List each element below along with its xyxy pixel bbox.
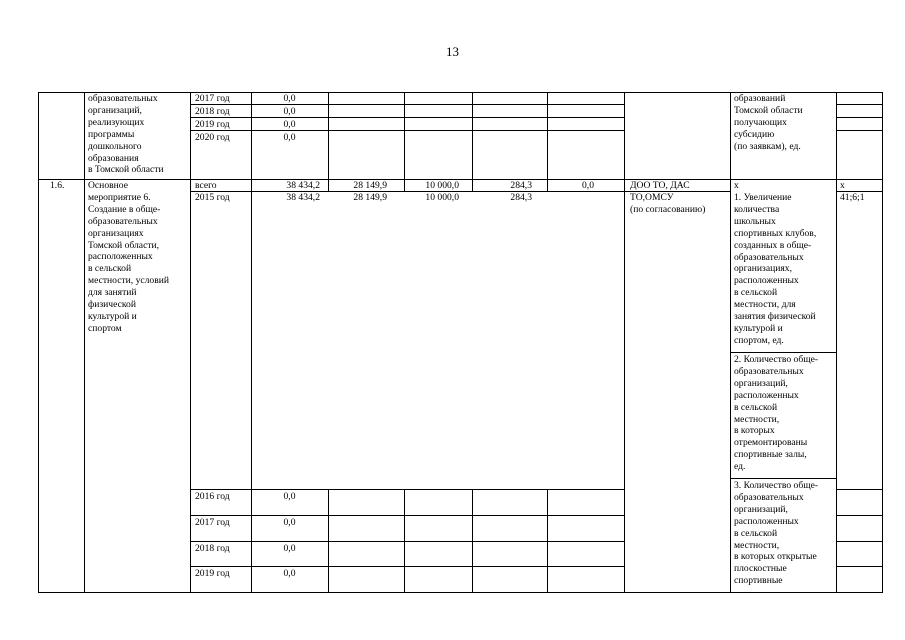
cell-text-line: школьных [734, 215, 776, 227]
cell-text-line: образовательных [734, 365, 804, 377]
cell-text-line: ТО,ОМСУ [630, 191, 674, 203]
page-number: 13 [446, 44, 459, 59]
cell-text-line: физической [88, 299, 136, 310]
cell-text-line: в сельской [734, 401, 778, 413]
year-label: 2018 год [195, 106, 230, 117]
cell-text-line: 3. Количество обще- [734, 480, 819, 491]
total-value: 38 434,2 [286, 180, 320, 191]
cell-text-line: Томской области [734, 104, 803, 116]
cell-text-line: отремонтированы [734, 437, 808, 449]
grid-line [836, 541, 883, 542]
year-label: 2019 год [195, 568, 230, 579]
cell-text-line: в сельской [734, 527, 778, 539]
total-value: 0,0 [283, 132, 296, 143]
year-label: 2018 год [195, 543, 230, 554]
year-label: 2017 год [195, 517, 230, 528]
total-value: 0,0 [283, 568, 296, 579]
cell-text-line: количества [734, 203, 780, 215]
cell-text-line: расположенных [88, 251, 153, 263]
cell-text-line: 1. Увеличение [734, 192, 792, 203]
cell-text-line: местности, [734, 539, 780, 551]
grid-line [882, 92, 883, 593]
year-label: всего [195, 180, 217, 191]
total-value: 0,0 [283, 93, 296, 104]
total-value: 0,0 [283, 106, 296, 117]
row-number: 1.6. [50, 180, 65, 191]
cell-text-line: спортивные [734, 575, 783, 587]
cell-text-line: образовательных [88, 93, 158, 104]
grid-line [472, 92, 473, 180]
cell-text-line: Основное [88, 180, 128, 191]
cell-text-line: культурой и [734, 322, 783, 334]
grid-line [190, 566, 625, 567]
cell-text-line: в Томской области [88, 164, 164, 176]
cell-text-line: организациях [88, 227, 144, 239]
total-value: 0,0 [283, 119, 296, 130]
cell-text-line: мероприятие 6. [88, 191, 151, 203]
federal-value: 28 149,9 [353, 180, 387, 191]
cell-text-line: плоскостные [734, 563, 787, 575]
regional-value: 10 000,0 [425, 192, 459, 203]
grid-line [730, 478, 837, 479]
cell-text-line: образовательных [734, 491, 804, 503]
cell-text-line: образовательных [734, 251, 804, 263]
cell-text-line: организаций, [88, 104, 142, 116]
grid-line [547, 92, 548, 180]
cell-text-line: дошкольного [88, 140, 142, 152]
cell-text-line: местности, для [734, 299, 796, 311]
indicator-target: х [840, 180, 845, 191]
cell-text-line: в которых открытые [734, 551, 817, 563]
grid-line [190, 541, 625, 542]
grid-line [730, 92, 731, 593]
regional-value: 10 000,0 [425, 180, 459, 191]
federal-value: 28 149,9 [353, 192, 387, 203]
cell-text-line: организаций, [734, 377, 788, 389]
grid-line [836, 130, 883, 131]
cell-text-line: созданных в обще- [734, 239, 812, 251]
cell-text-line: (по заявкам), ед. [734, 140, 801, 152]
cell-text-line: Томской области, [88, 239, 160, 251]
cell-text-line: образовательных [88, 215, 158, 227]
year-label: 2015 год [195, 192, 230, 203]
grid-line [190, 515, 625, 516]
grid-line [190, 92, 191, 593]
cell-text-line: в сельской [88, 263, 132, 275]
total-value: 38 434,2 [286, 192, 320, 203]
cell-text-line: организаций, [734, 503, 788, 515]
cell-text-line: организациях, [734, 263, 792, 275]
cell-text-line: местности, условий [88, 275, 170, 287]
indicator-target: 41;6;1 [840, 192, 865, 203]
grid-line [190, 489, 625, 490]
cell-text-line: получающих [734, 116, 787, 128]
cell-text-line: 2. Количество обще- [734, 354, 819, 365]
grid-line [836, 117, 883, 118]
grid-line [836, 92, 837, 593]
cell-text-line: образований [734, 93, 786, 104]
grid-line [38, 179, 883, 180]
grid-line [624, 92, 625, 593]
grid-line [38, 92, 39, 593]
cell-text-line: спортом, ед. [734, 334, 784, 346]
local-value: 284,3 [510, 192, 532, 203]
cell-text-line: занятия физической [734, 311, 816, 322]
total-value: 0,0 [283, 517, 296, 528]
cell-text-line: для занятий [88, 287, 137, 299]
grid-line [836, 489, 883, 490]
grid-line [730, 352, 837, 353]
grid-line [836, 104, 883, 105]
cell-text-line: спортивных клубов, [734, 227, 817, 239]
year-label: 2017 год [195, 93, 230, 104]
cell-text-line: расположенных [734, 515, 799, 527]
cell-text-line: Создание в обще- [88, 203, 161, 215]
cell-text-line: культурой и [88, 310, 137, 322]
local-value: 284,3 [510, 180, 532, 191]
total-value: 0,0 [283, 491, 296, 502]
cell-text-line: субсидию [734, 128, 775, 140]
cell-text-line: программы [88, 128, 135, 140]
cell-text-line: ед. [734, 461, 746, 473]
cell-text-line: ДОО ТО, ДАС [630, 180, 690, 191]
cell-text-line: расположенных [734, 389, 799, 401]
cell-text-line: в которых [734, 425, 775, 437]
cell-text-line: спортивные залы, [734, 449, 807, 461]
grid-line [836, 566, 883, 567]
total-value: 0,0 [283, 543, 296, 554]
cell-text-line: образования [88, 152, 139, 164]
year-label: 2016 год [195, 491, 230, 502]
extra-value: 0,0 [582, 180, 594, 191]
cell-text-line: спортом [88, 322, 122, 334]
grid-line [404, 92, 405, 180]
grid-line [38, 592, 883, 593]
grid-line [328, 92, 329, 180]
grid-line [84, 92, 85, 593]
grid-line [836, 515, 883, 516]
indicator-value: х [734, 180, 739, 191]
year-label: 2020 год [195, 132, 230, 143]
cell-text-line: местности, [734, 413, 780, 425]
cell-text-line: (по согласованию) [630, 203, 706, 215]
cell-text-line: расположенных [734, 275, 799, 287]
year-label: 2019 год [195, 119, 230, 130]
cell-text-line: в сельской [734, 287, 778, 299]
cell-text-line: реализующих [88, 116, 145, 128]
